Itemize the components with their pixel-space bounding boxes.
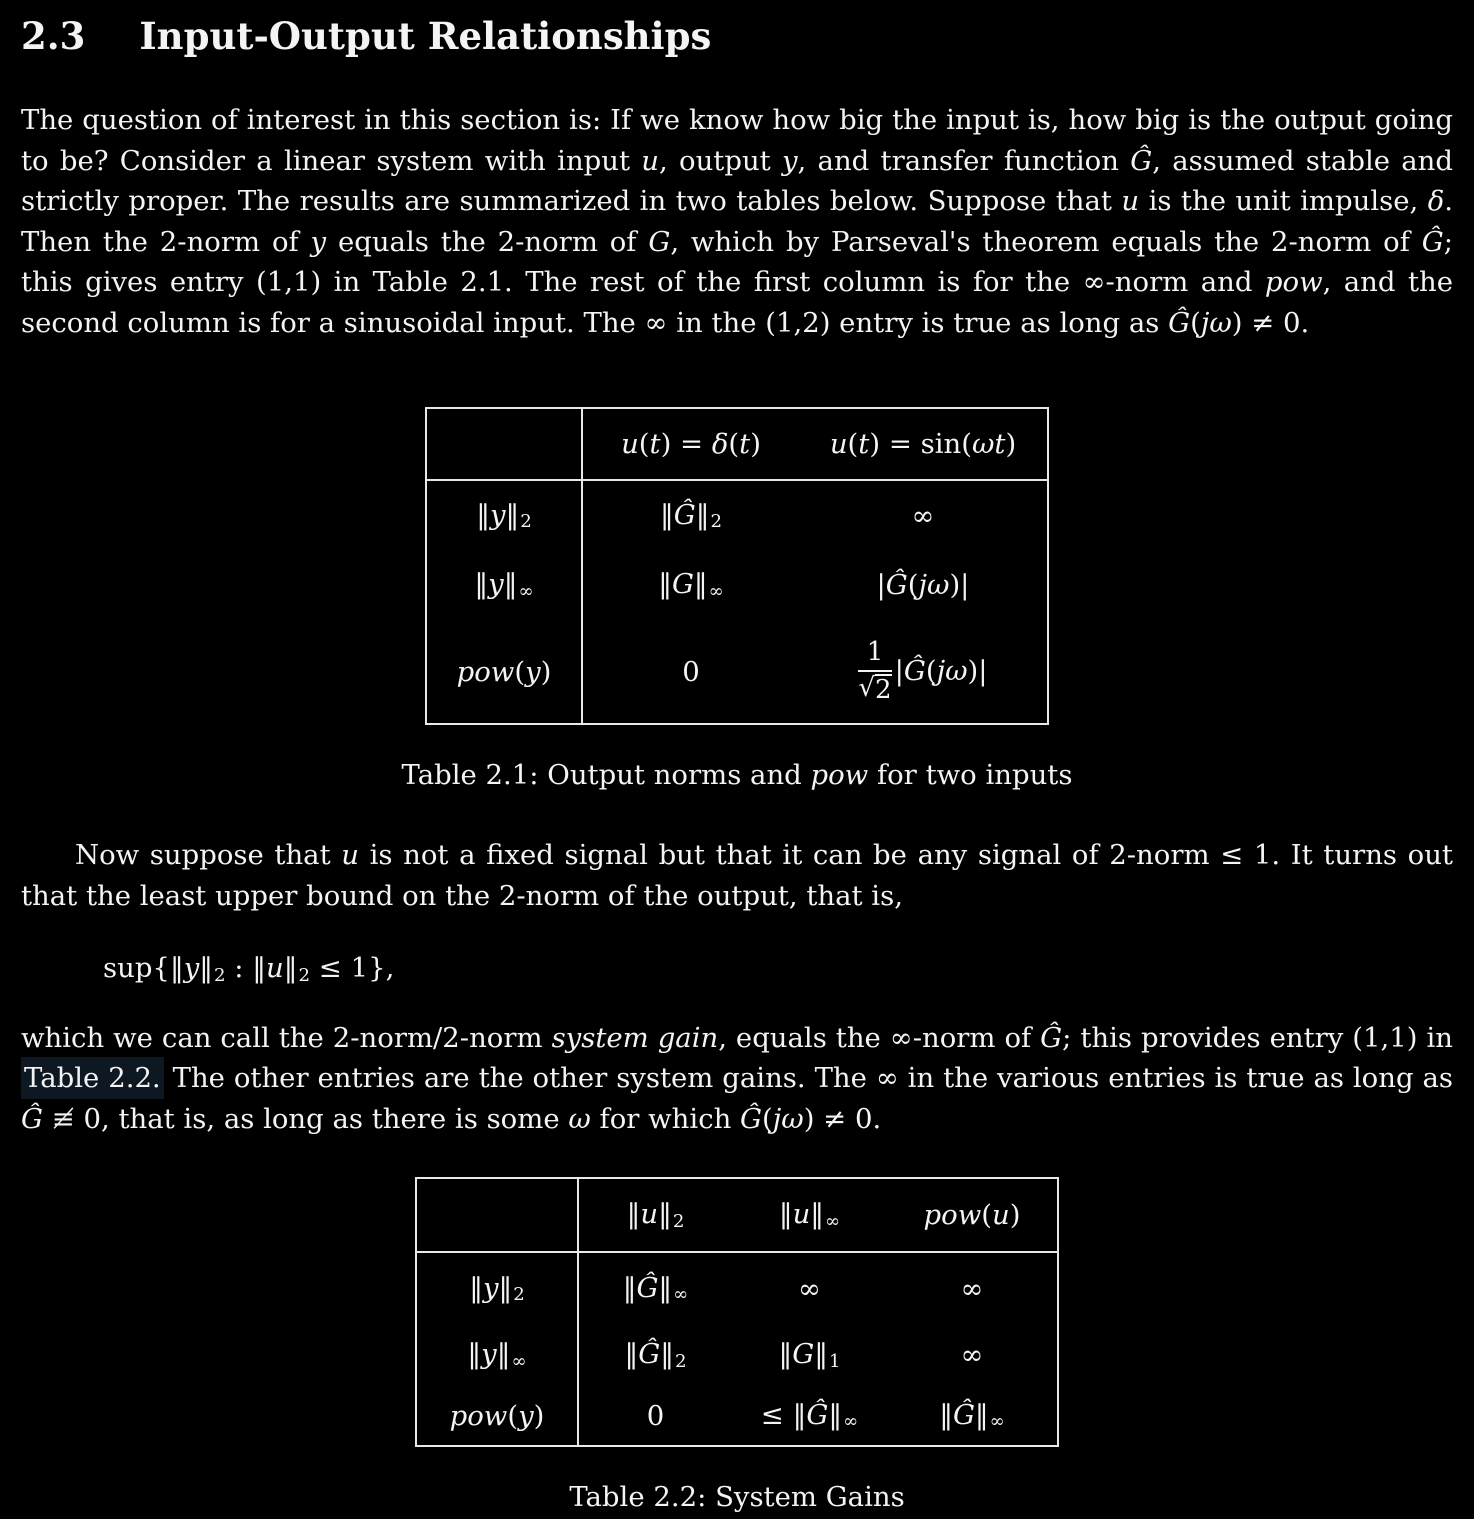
- table-row: [426, 480, 1048, 550]
- text-run: ≤: [760, 1398, 793, 1431]
- t1-cell-r3c2: [799, 620, 1048, 724]
- t1-corner-cell: [426, 408, 582, 480]
- text-run: ‖: [622, 1271, 637, 1304]
- text-run: u: [266, 952, 284, 984]
- text-run: (: [507, 1399, 519, 1432]
- text-run: ) =: [660, 428, 712, 460]
- text-run: 2: [710, 511, 722, 533]
- text-run: ; this provides entry (1,1) in: [1062, 1021, 1462, 1054]
- t1-cell-r3c1: [582, 620, 799, 724]
- text-run: Table 2.2: System Gains: [569, 1481, 905, 1514]
- text-run: ‖: [252, 952, 267, 984]
- text-run: ) ≠ 0.: [1231, 306, 1310, 339]
- text-run: |: [894, 655, 904, 688]
- text-run: Ĝ: [740, 1102, 763, 1135]
- text-run: pow: [456, 655, 515, 688]
- text-run: 2: [213, 964, 226, 986]
- text-run: ∞: [511, 1350, 527, 1372]
- t2-cell-r1c1: [578, 1252, 732, 1324]
- paragraph-2: [21, 835, 1462, 916]
- text-run: ‖: [476, 498, 490, 531]
- text-run: t: [739, 428, 751, 460]
- text-run: The question of interest in this section is: If we know how big the input is, how big is the output going to be? Consider a linear system with input: [21, 104, 1462, 177]
- t1-header-impulse-input: [582, 408, 799, 480]
- text-run: Ĝ: [903, 655, 926, 688]
- text-run: Ĝ: [21, 1102, 43, 1135]
- text-run: ∞: [989, 1411, 1005, 1433]
- text-run: ≤ 1},: [310, 952, 395, 984]
- text-run: 2: [674, 1350, 687, 1372]
- text-run: ‖: [658, 1271, 673, 1304]
- text-run: ‖: [693, 568, 708, 601]
- text-run: 2: [672, 1210, 685, 1232]
- section-number: 2.3: [21, 14, 86, 58]
- text-run: u: [640, 1198, 659, 1231]
- text-run: ): [540, 655, 552, 688]
- text-run: ‖: [169, 952, 184, 984]
- text-run: ‖: [828, 1398, 843, 1431]
- text-run: ‖: [505, 498, 520, 531]
- table-2-2-link[interactable]: Table 2.2.: [21, 1057, 164, 1099]
- text-run: ‖: [810, 1198, 825, 1231]
- text-run: (: [514, 655, 526, 688]
- text-run: ‖: [283, 952, 298, 984]
- table-row: [426, 550, 1048, 620]
- text-run: ‖: [199, 952, 213, 984]
- text-run: ‖: [939, 1398, 953, 1431]
- text-run: y: [482, 1271, 499, 1304]
- paragraph-3: [21, 1018, 1462, 1140]
- text-run: ‖: [695, 498, 710, 531]
- fraction-numerator: 1: [866, 637, 884, 668]
- text-run: )|: [967, 655, 988, 688]
- text-run: (: [925, 655, 937, 688]
- text-run: (: [638, 428, 650, 460]
- text-run: ): [533, 1399, 545, 1432]
- text-run: . Then the 2-norm of: [21, 185, 1462, 258]
- text-run: y: [489, 498, 506, 531]
- table-2-2-caption: [21, 1481, 1453, 1513]
- text-run: ‖: [474, 568, 489, 601]
- t2-row-label-y-infnorm: [416, 1324, 578, 1386]
- text-run: for two inputs: [868, 759, 1073, 791]
- text-run: ‖: [974, 1398, 989, 1431]
- text-run: 2: [298, 964, 311, 986]
- radicand: 2: [875, 674, 892, 705]
- text-run: 2: [513, 1284, 525, 1306]
- text-run: t: [858, 428, 870, 460]
- text-run: ‖: [792, 1398, 807, 1431]
- t1-row-label-pow-y: [426, 620, 582, 724]
- text-run: ∞: [843, 1411, 859, 1433]
- text-run: ) = sin(: [869, 428, 972, 460]
- text-run: u: [641, 144, 660, 177]
- t2-cell-r2c2: [732, 1324, 887, 1386]
- text-run: Ĝ: [885, 569, 908, 601]
- display-equation-sup-norm: [103, 952, 1453, 986]
- t2-corner-cell: [416, 1178, 578, 1252]
- fraction-denominator: [858, 674, 891, 705]
- text-run: system gain: [551, 1021, 719, 1054]
- table-2-1: [425, 407, 1049, 725]
- text-run: Ĝ: [1421, 225, 1444, 258]
- text-run: ω: [568, 1102, 591, 1135]
- text-run: ‖: [660, 1338, 674, 1371]
- text-run: is the unit impulse,: [1139, 185, 1428, 217]
- table-row: [416, 1386, 1058, 1446]
- text-run: 0: [682, 655, 700, 688]
- text-run: Ĝ: [806, 1398, 829, 1431]
- text-run: Ĝ: [1040, 1021, 1063, 1054]
- t2-cell-r3c3: [887, 1386, 1058, 1446]
- text-run: ∞: [673, 1284, 689, 1306]
- t1-header-sinusoid-input: [799, 408, 1048, 480]
- text-run: pow: [923, 1199, 982, 1232]
- radical-sign: √: [858, 672, 876, 703]
- table-2-2: [415, 1177, 1059, 1447]
- text-run: pow: [449, 1399, 508, 1432]
- text-run: pow: [1264, 266, 1323, 298]
- text-run: ‖: [498, 1271, 513, 1304]
- t1-cell-r2c2: [799, 550, 1048, 620]
- text-run: 1: [828, 1350, 841, 1372]
- text-run: Ĝ: [673, 498, 696, 531]
- t2-cell-r1c2: [732, 1252, 887, 1324]
- text-run: (: [847, 428, 859, 460]
- t1-row-label-y-infnorm: [426, 550, 582, 620]
- text-run: ‖: [778, 1338, 793, 1371]
- t1-cell-r2c1: [582, 550, 799, 620]
- text-run: jω: [1200, 306, 1232, 339]
- text-run: G: [792, 1338, 815, 1371]
- text-run: , output: [659, 144, 782, 177]
- text-run: , which by Parseval's theorem equals the 2-norm of: [670, 225, 1422, 258]
- text-run: which we can call the 2-norm/2-norm: [21, 1021, 552, 1054]
- text-run: 0: [646, 1399, 665, 1432]
- t2-header-u-2norm: [578, 1178, 732, 1252]
- text-run: ‖: [496, 1338, 511, 1371]
- t2-cell-r2c1: [578, 1324, 732, 1386]
- text-run: ): [1005, 428, 1017, 460]
- text-run: jω: [936, 655, 968, 688]
- text-run: ∞: [911, 499, 935, 532]
- text-run: Ĝ: [638, 1338, 661, 1371]
- text-run: Ĝ: [952, 1398, 975, 1431]
- text-run: ωt: [971, 428, 1006, 460]
- text-run: |: [876, 569, 886, 601]
- t2-row-label-pow-y: [416, 1386, 578, 1446]
- text-run: ) ≠ 0.: [803, 1102, 882, 1135]
- text-run: ‖: [469, 1271, 483, 1304]
- text-run: G: [671, 568, 694, 601]
- text-run: y: [782, 144, 798, 177]
- text-run: y: [183, 952, 200, 984]
- text-run: equals the 2-norm of: [326, 225, 649, 258]
- t2-cell-r3c1: [578, 1386, 732, 1446]
- section-title: Input-Output Relationships: [139, 14, 712, 58]
- text-run: , assumed stable and strictly proper. The results are summarized in two tables below. Suppose that: [21, 144, 1462, 217]
- text-run: pow: [810, 759, 869, 791]
- t1-cell-r1c1: [582, 480, 799, 550]
- text-run: ‖: [467, 1338, 482, 1371]
- text-run: (: [981, 1199, 992, 1232]
- t2-cell-r3c2: [732, 1386, 887, 1446]
- text-run: ‖: [503, 568, 518, 601]
- text-run: δ: [1427, 185, 1445, 217]
- text-run: ∞: [825, 1210, 841, 1232]
- text-run: , equals the ∞-norm of: [718, 1021, 1041, 1054]
- table-row: [426, 408, 1048, 480]
- text-run: y: [518, 1399, 534, 1432]
- text-run: ‖: [778, 1198, 793, 1231]
- text-run: ≢ 0, that is, as long as there is some: [42, 1102, 569, 1135]
- table-row: [426, 620, 1048, 724]
- text-run: Ĝ: [1130, 144, 1153, 177]
- text-run: y: [310, 225, 327, 258]
- text-run: ‖: [624, 1338, 639, 1371]
- t2-row-label-y-2norm: [416, 1252, 578, 1324]
- text-run: ∞: [518, 580, 534, 602]
- text-run: The other entries are the other system gains. The ∞ in the various entries is true as long as: [163, 1062, 1462, 1095]
- fraction-bar: [858, 670, 891, 672]
- text-run: , and the second column is for a sinusoidal input. The ∞ in the (1,2) entry is true as long as: [21, 266, 1462, 339]
- text-run: u: [792, 1198, 811, 1231]
- text-run: t: [649, 428, 661, 460]
- text-run: u: [991, 1199, 1010, 1232]
- text-run: :: [225, 952, 253, 984]
- text-run: y: [525, 655, 541, 688]
- text-run: jω: [918, 569, 950, 601]
- table-row: [416, 1178, 1058, 1252]
- text-run: ‖: [659, 498, 674, 531]
- text-run: Table 2.1: Output norms and: [401, 759, 811, 791]
- text-run: y: [488, 568, 504, 601]
- table-2-1-caption: [21, 759, 1453, 791]
- t1-row-label-y-2norm: [426, 480, 582, 550]
- text-run: jω: [772, 1102, 804, 1135]
- text-run: Now suppose that: [75, 839, 342, 871]
- text-run: ∞: [960, 1272, 984, 1305]
- text-run: δ: [711, 428, 729, 460]
- text-run: ‖: [658, 568, 672, 601]
- text-run: u: [621, 428, 639, 460]
- text-run: is not a fixed signal but that it can be any signal of 2-norm ≤ 1. It turns out that the least upper bound on the 2-norm of the output, that is,: [21, 839, 1462, 912]
- text-run: , and transfer function: [797, 144, 1131, 177]
- t1-cell-r1c2: [799, 480, 1048, 550]
- text-run: u: [829, 428, 848, 460]
- table-row: [416, 1324, 1058, 1386]
- text-run: ): [750, 428, 761, 460]
- text-run: (: [762, 1102, 773, 1135]
- text-run: (: [1190, 306, 1201, 339]
- text-run: ∞: [708, 580, 724, 602]
- table-row: [416, 1252, 1058, 1324]
- text-run: )|: [949, 569, 970, 601]
- section-heading: [21, 14, 1453, 58]
- text-run: ∞: [960, 1339, 984, 1372]
- text-run: ; this gives entry (1,1) in Table 2.1. The rest of the first column is for the ∞-norm and: [21, 225, 1462, 298]
- t2-header-pow-u: [887, 1178, 1058, 1252]
- text-run: y: [481, 1338, 497, 1371]
- t2-cell-r2c3: [887, 1324, 1058, 1386]
- paragraph-1: [21, 100, 1462, 343]
- text-run: G: [648, 225, 671, 258]
- text-run: ∞: [798, 1272, 821, 1305]
- text-run: (: [728, 428, 740, 460]
- text-run: Ĝ: [636, 1271, 659, 1304]
- text-run: sup{: [103, 952, 170, 984]
- text-run: 2: [520, 511, 532, 533]
- text-run: (: [907, 569, 919, 601]
- t2-header-u-infnorm: [732, 1178, 887, 1252]
- t2-cell-r1c3: [887, 1252, 1058, 1324]
- fraction-one-over-sqrt2: [858, 638, 891, 704]
- text-run: u: [1121, 185, 1140, 217]
- text-run: ‖: [626, 1198, 641, 1231]
- t1-cell-r3c2-expression: [895, 656, 988, 688]
- text-run: for which: [590, 1102, 741, 1135]
- text-run: ‖: [814, 1338, 828, 1371]
- text-run: u: [341, 839, 359, 871]
- text-run: ): [1009, 1199, 1021, 1232]
- text-run: ‖: [658, 1198, 672, 1231]
- text-run: Ĝ: [1168, 306, 1191, 339]
